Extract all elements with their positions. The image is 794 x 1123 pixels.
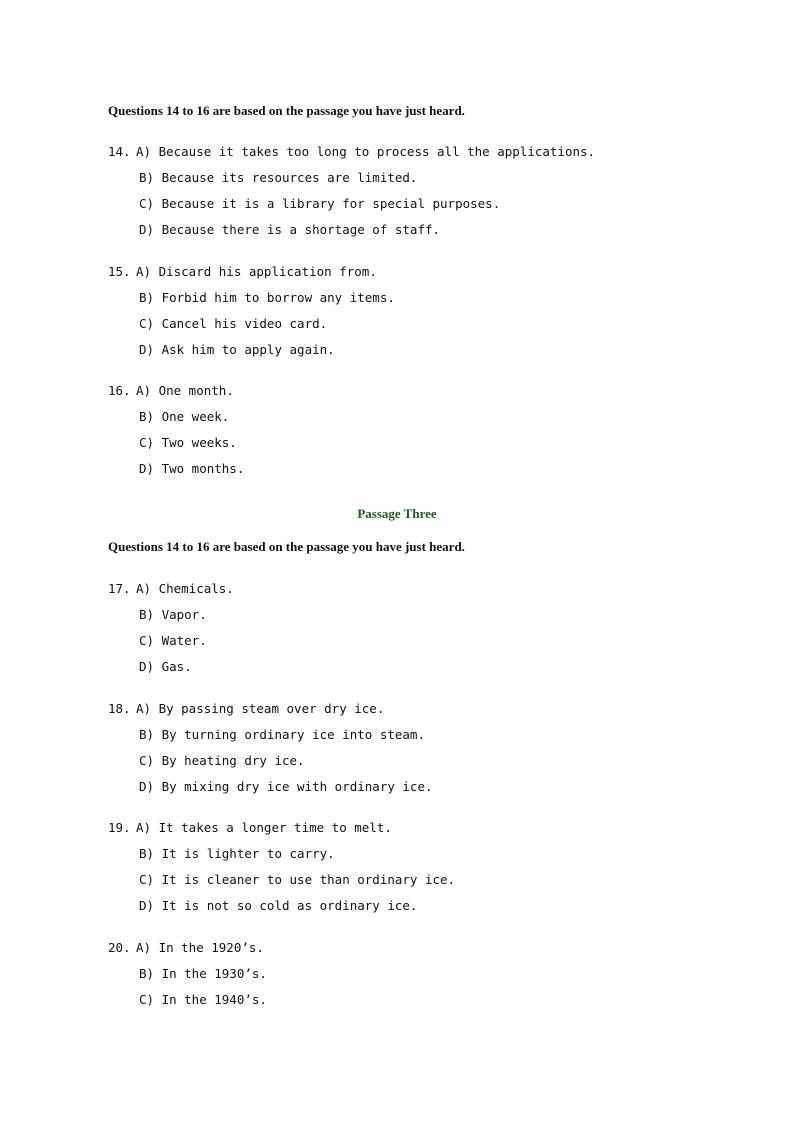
option-c: C) Cancel his video card. (139, 316, 328, 331)
option-b: B) Because its resources are limited. (139, 170, 418, 185)
question-number: 16. (108, 383, 131, 398)
question-number: 15. (108, 264, 131, 279)
option-b: B) Vapor. (139, 607, 207, 622)
option-d: D) Two months. (139, 461, 245, 476)
option-a: A) Because it takes too long to process all the applications. (136, 144, 596, 159)
question-18 (108, 701, 433, 805)
option-a: A) Discard his application from. (136, 264, 377, 279)
option-a: A) By passing steam over dry ice. (136, 701, 385, 716)
option-b: B) Forbid him to borrow any items. (139, 290, 395, 305)
question-number: 19. (108, 820, 131, 835)
option-d: D) Because there is a shortage of staff. (139, 222, 441, 237)
option-b: B) In the 1930’s. (139, 966, 267, 981)
option-d: D) Ask him to apply again. (139, 342, 335, 357)
question-16 (108, 383, 244, 487)
option-d: D) It is not so cold as ordinary ice. (139, 898, 418, 913)
question-17 (108, 581, 234, 685)
question-20 (108, 940, 267, 1018)
option-b: B) By turning ordinary ice into steam. (139, 727, 425, 742)
option-a: A) Chemicals. (136, 581, 234, 596)
option-a: A) In the 1920’s. (136, 940, 264, 955)
question-number: 18. (108, 701, 131, 716)
question-number: 17. (108, 581, 131, 596)
option-a: A) One month. (136, 383, 234, 398)
option-b: B) It is lighter to carry. (139, 846, 335, 861)
option-c: C) In the 1940’s. (139, 992, 267, 1007)
option-a: A) It takes a longer time to melt. (136, 820, 392, 835)
option-d: D) Gas. (139, 659, 192, 674)
option-c: C) Water. (139, 633, 207, 648)
question-15 (108, 264, 395, 368)
option-c: C) Two weeks. (139, 435, 237, 450)
section-heading-2: Questions 14 to 16 are based on the passage you have just heard. (108, 539, 465, 554)
section-heading-1: Questions 14 to 16 are based on the passage you have just heard. (108, 103, 465, 118)
option-d: D) By mixing dry ice with ordinary ice. (139, 779, 433, 794)
option-b: B) One week. (139, 409, 230, 424)
question-14 (108, 144, 595, 248)
question-number: 14. (108, 144, 131, 159)
option-c: C) By heating dry ice. (139, 753, 305, 768)
option-c: C) Because it is a library for special purposes. (139, 196, 501, 211)
option-c: C) It is cleaner to use than ordinary ice. (139, 872, 456, 887)
question-number: 20. (108, 940, 131, 955)
passage-title: Passage Three (357, 506, 437, 521)
question-19 (108, 820, 455, 924)
